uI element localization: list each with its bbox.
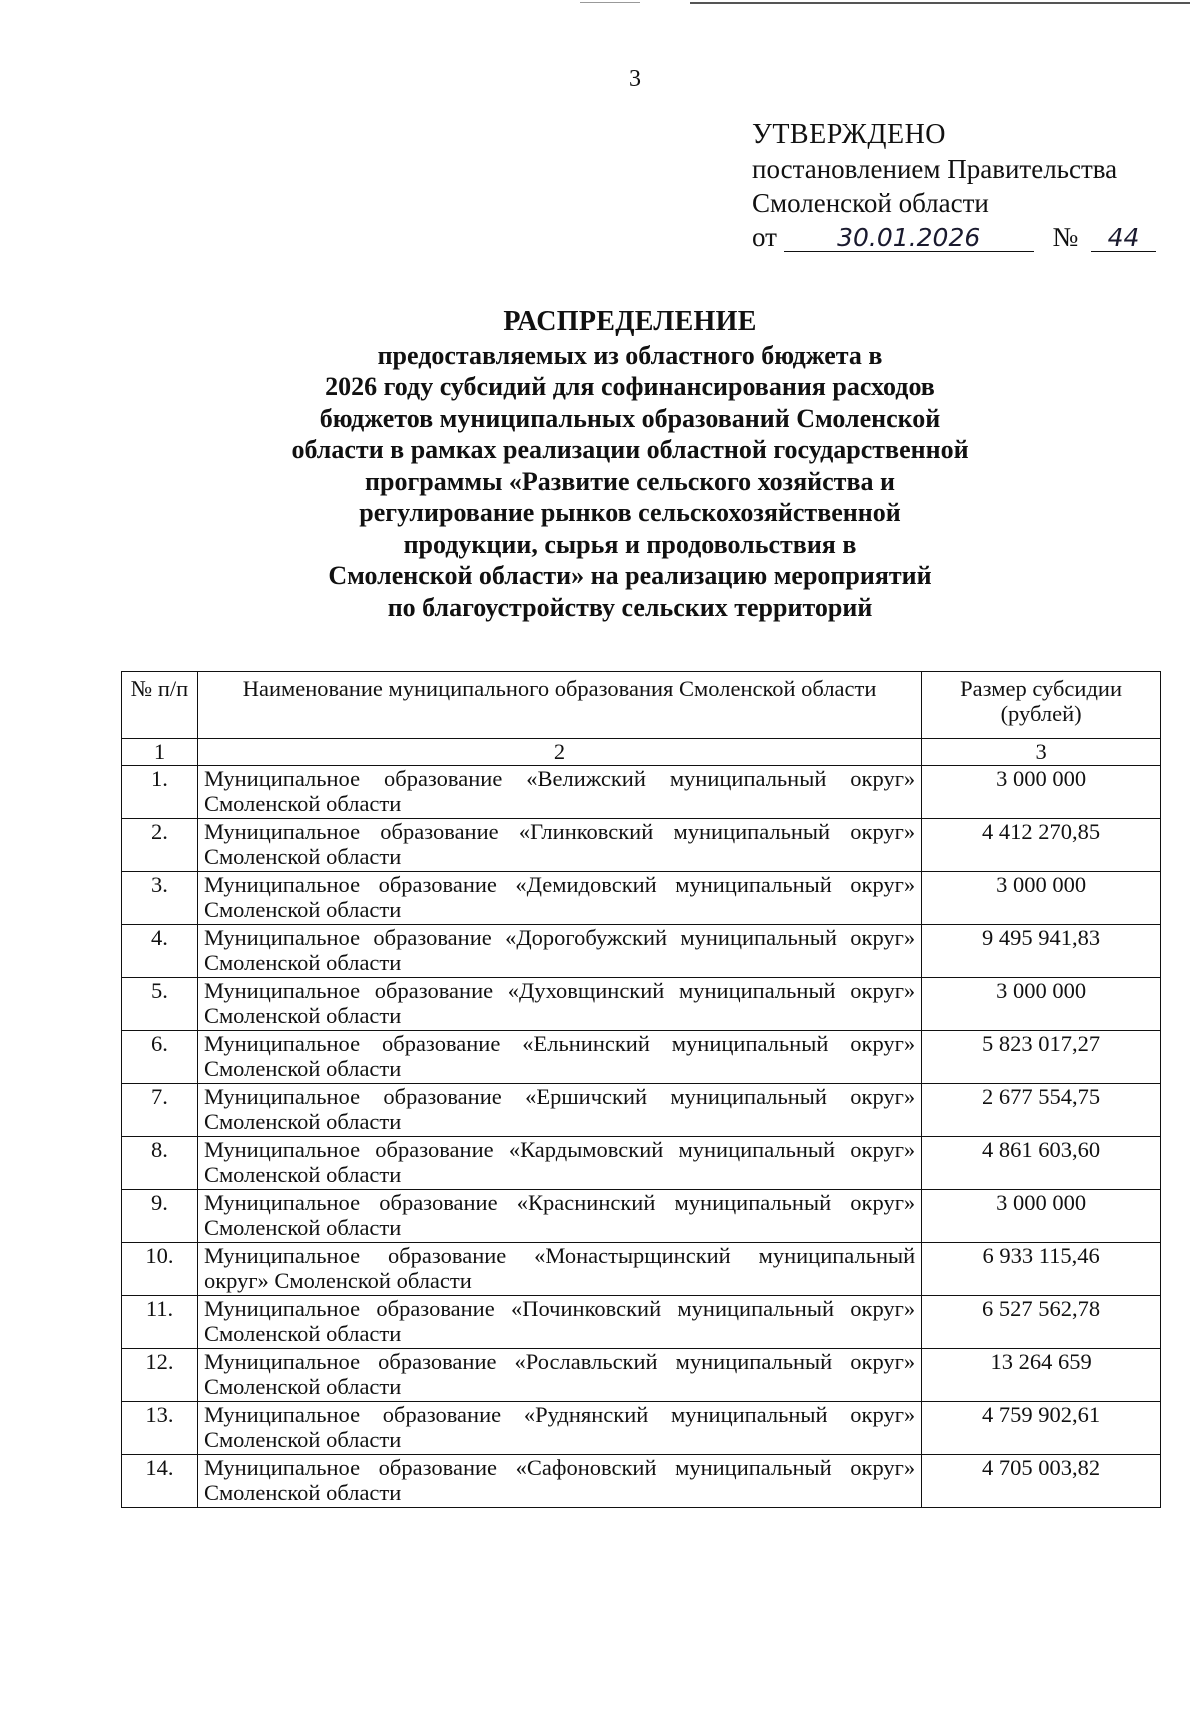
subsidy-amount: 4 759 902,61 — [922, 1402, 1161, 1455]
number-sign: № — [1052, 222, 1079, 252]
subsidy-amount: 2 677 554,75 — [922, 1084, 1161, 1137]
subtitle-line: 2026 году субсидий для софинансирования расходов — [325, 372, 935, 401]
distribution-table — [121, 671, 1161, 1508]
row-number: 4. — [122, 925, 198, 978]
table-row — [122, 1243, 1161, 1296]
page-number: 3 — [629, 66, 641, 92]
municipality-name: Муниципальное образование «Ершичский муниципальный округ» Смоленской области — [197, 1084, 921, 1137]
municipality-name: Муниципальное образование «Дорогобужский муниципальный округ» Смоленской области — [197, 925, 921, 978]
municipality-name: Муниципальное образование «Монастырщинский муниципальный округ» Смоленской области — [197, 1243, 921, 1296]
municipality-name: Муниципальное образование «Руднянский муниципальный округ» Смоленской области — [197, 1402, 921, 1455]
municipality-name: Муниципальное образование «Духовщинский муниципальный округ» Смоленской области — [197, 978, 921, 1031]
municipality-name: Муниципальное образование «Глинковский муниципальный округ» Смоленской области — [197, 819, 921, 872]
row-number: 3. — [122, 872, 198, 925]
header-num: № п/п — [122, 672, 198, 739]
table-row — [122, 978, 1161, 1031]
row-number: 2. — [122, 819, 198, 872]
subtitle-line: продукции, сырья и продовольствия в — [403, 529, 857, 559]
subsidy-amount: 4 705 003,82 — [922, 1455, 1161, 1508]
municipality-name: Муниципальное образование «Демидовский муниципальный округ» Смоленской области — [197, 872, 921, 925]
municipality-name: Муниципальное образование «Сафоновский муниципальный округ» Смоленской области — [197, 1455, 921, 1508]
municipality-name: Муниципальное образование «Ельнинский муниципальный округ» Смоленской области — [197, 1031, 921, 1084]
subtitle-line: бюджетов муниципальных образований Смоленской — [319, 403, 941, 433]
subsidy-amount: 4 861 603,60 — [922, 1137, 1161, 1190]
table-row — [122, 1349, 1161, 1402]
scan-artifact-line — [690, 2, 1190, 4]
row-number: 6. — [122, 1031, 198, 1084]
row-number: 10. — [122, 1243, 198, 1296]
subtitle-line: регулирование рынков сельскохозяйственной — [359, 498, 901, 527]
row-number: 12. — [122, 1349, 198, 1402]
date-prefix: от — [752, 222, 777, 252]
subtitle-line: области в рамках реализации областной государственной — [291, 435, 969, 464]
municipality-name: Муниципальное образование «Рославльский муниципальный округ» Смоленской области — [197, 1349, 921, 1402]
row-number: 13. — [122, 1402, 198, 1455]
approval-line: постановлением Правительства — [752, 154, 1118, 184]
handwritten-date: 30.01.2026 — [784, 225, 1034, 252]
row-number: 8. — [122, 1137, 198, 1190]
table-row — [122, 1084, 1161, 1137]
table-row — [122, 1031, 1161, 1084]
table-row — [122, 1296, 1161, 1349]
row-number: 5. — [122, 978, 198, 1031]
scan-artifact-line — [580, 2, 640, 3]
document-title — [235, 306, 1025, 623]
subsidy-amount: 6 933 115,46 — [922, 1243, 1161, 1296]
approval-stamp — [752, 118, 1172, 254]
table-row — [122, 872, 1161, 925]
subsidy-amount: 9 495 941,83 — [922, 925, 1161, 978]
column-index: 1 — [122, 739, 198, 766]
header-amount: Размер субсидии (рублей) — [922, 672, 1161, 739]
municipality-name: Муниципальное образование «Велижский муниципальный округ» Смоленской области — [197, 766, 921, 819]
row-number: 1. — [122, 766, 198, 819]
row-number: 7. — [122, 1084, 198, 1137]
table-row — [122, 766, 1161, 819]
subtitle-line: программы «Развитие сельского хозяйства и — [365, 466, 895, 496]
table-header-row — [122, 672, 1161, 739]
main-heading: РАСПРЕДЕЛЕНИЕ — [503, 306, 757, 337]
subsidy-amount: 3 000 000 — [922, 766, 1161, 819]
table-row — [122, 819, 1161, 872]
header-name: Наименование муниципального образования Смоленской области — [197, 672, 921, 739]
table-row — [122, 1402, 1161, 1455]
municipality-name: Муниципальное образование «Краснинский муниципальный округ» Смоленской области — [197, 1190, 921, 1243]
table-row — [122, 925, 1161, 978]
subtitle-line: Смоленской области» на реализацию мероприятий — [328, 561, 932, 590]
table-row — [122, 1137, 1161, 1190]
approval-line: Смоленской области — [752, 188, 989, 218]
row-number: 9. — [122, 1190, 198, 1243]
subsidy-amount: 5 823 017,27 — [922, 1031, 1161, 1084]
subsidy-amount: 13 264 659 — [922, 1349, 1161, 1402]
municipality-name: Муниципальное образование «Починковский муниципальный округ» Смоленской области — [197, 1296, 921, 1349]
subsidy-amount: 4 412 270,85 — [922, 819, 1161, 872]
row-number: 11. — [122, 1296, 198, 1349]
approval-date-line — [752, 220, 1172, 254]
approval-title: УТВЕРЖДЕНО — [752, 119, 947, 150]
subsidy-amount: 3 000 000 — [922, 872, 1161, 925]
table-row — [122, 1455, 1161, 1508]
row-number: 14. — [122, 1455, 198, 1508]
handwritten-number: 44 — [1091, 225, 1156, 252]
table-row — [122, 1190, 1161, 1243]
municipality-name: Муниципальное образование «Кардымовский муниципальный округ» Смоленской области — [197, 1137, 921, 1190]
column-index: 2 — [197, 739, 921, 766]
subsidy-amount: 6 527 562,78 — [922, 1296, 1161, 1349]
subtitle-line: по благоустройству сельских территорий — [387, 592, 873, 622]
column-index-row — [122, 739, 1161, 766]
column-index: 3 — [922, 739, 1161, 766]
subsidy-amount: 3 000 000 — [922, 978, 1161, 1031]
subsidy-amount: 3 000 000 — [922, 1190, 1161, 1243]
subtitle-line: предоставляемых из областного бюджета в — [377, 340, 883, 370]
